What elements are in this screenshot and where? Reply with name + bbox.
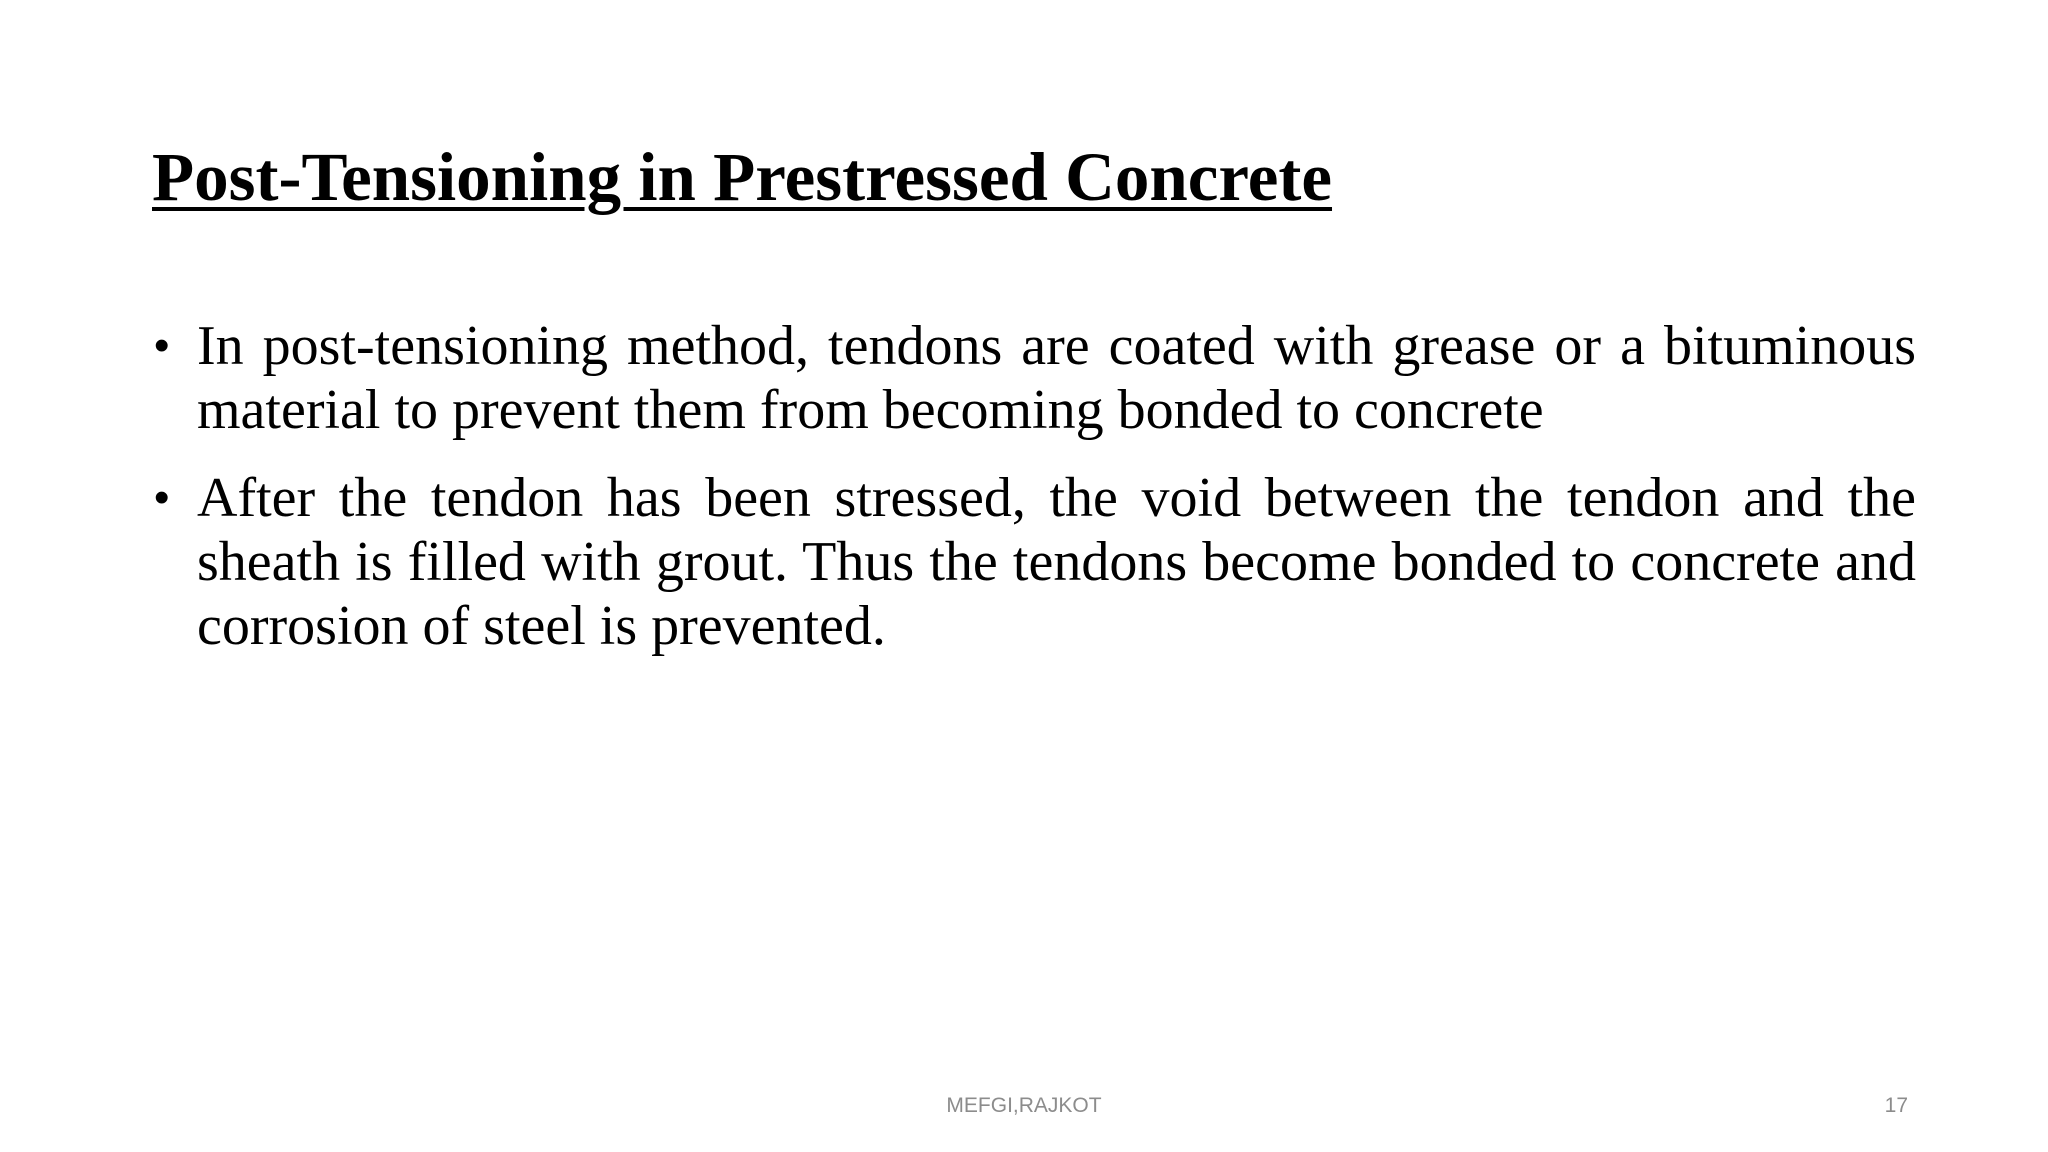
bullet-list (152, 314, 1916, 682)
bullet-text: In post-tensioning method, tendons are coated with grease or a bituminous material to prevent them from becoming bonded to concrete (197, 315, 1916, 441)
bullet-marker: • (154, 321, 170, 370)
bullet-text: After the tendon has been stressed, the void between the tendon and the sheath is filled with grout. Thus the tendons become bonded to concrete and corrosion of steel is prevented. (197, 467, 1916, 657)
bullet-marker: • (154, 473, 170, 522)
slide-title: Post-Tensioning in Prestressed Concrete (152, 139, 1333, 215)
bullet-item (152, 314, 1916, 442)
footer-text: MEFGI,RAJKOT (946, 1094, 1102, 1117)
page-number: 17 (1884, 1094, 1908, 1117)
bullet-item (152, 466, 1916, 658)
